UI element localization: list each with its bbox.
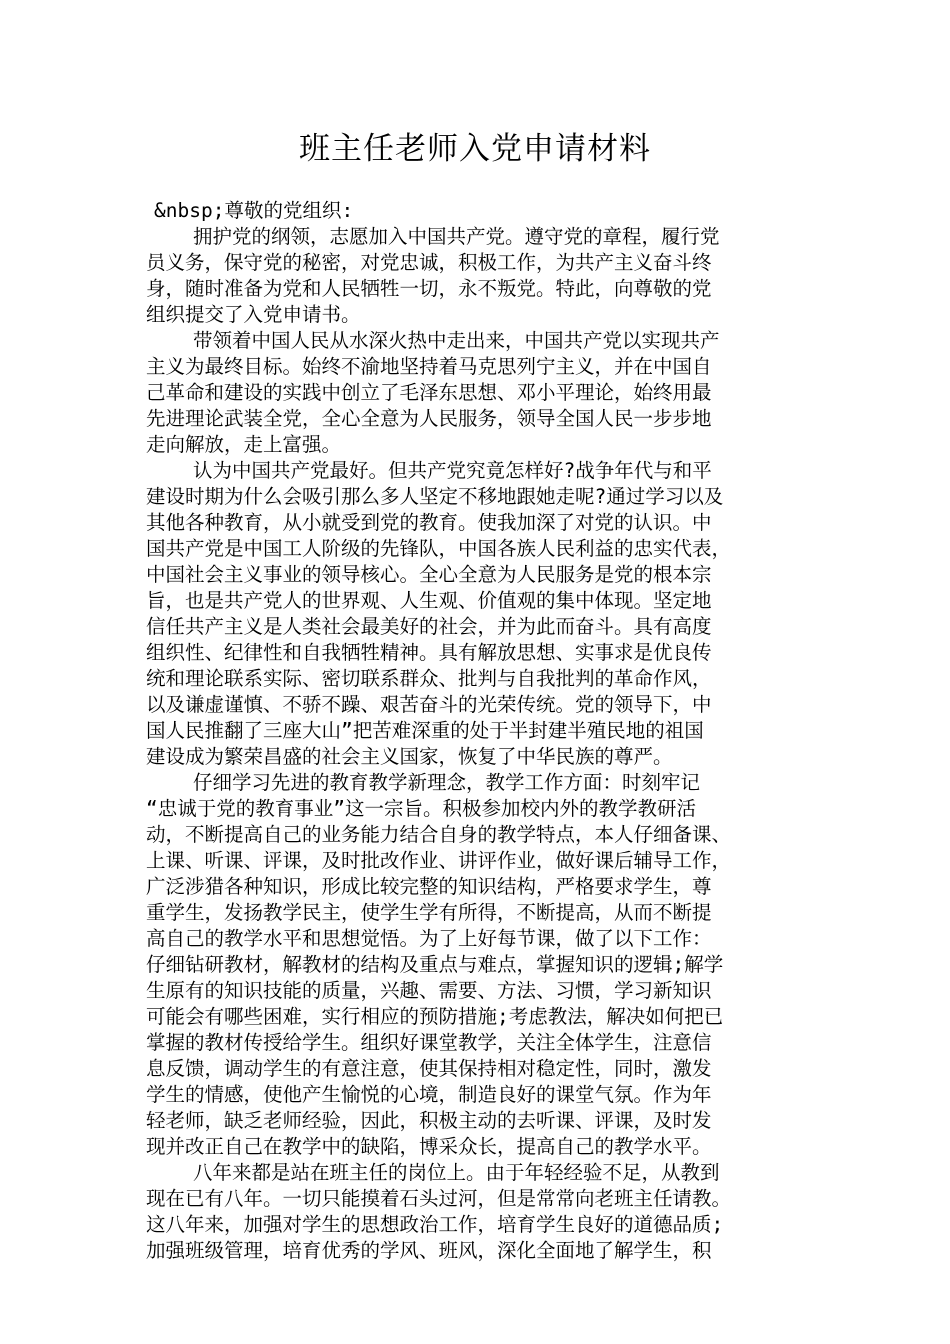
document-title: 班主任老师入党申请材料 bbox=[299, 131, 651, 167]
text-line: 拥护党的纲领，志愿加入中国共产党。遵守党的章程，履行党 bbox=[146, 225, 720, 248]
text-line: 仔细钻研教材，解教材的结构及重点与难点，掌握知识的逻辑;解学 bbox=[146, 953, 724, 976]
text-line: 息反馈，调动学生的有意注意，使其保持相对稳定性，同时，激发 bbox=[146, 1057, 712, 1080]
text-line: 仔细学习先进的教育教学新理念，教学工作方面：时刻牢记 bbox=[146, 771, 700, 794]
text-line: “忠诚于党的教育事业”这一宗旨。积极参加校内外的教学教研活 bbox=[146, 797, 696, 820]
text-line: 旨，也是共产党人的世界观、人生观、价值观的集中体现。坚定地 bbox=[146, 589, 712, 612]
text-line: 主义为最终目标。始终不渝地坚持着马克思列宁主义，并在中国自 bbox=[146, 355, 712, 378]
text-line: 以及谦虚谨慎、不骄不躁、艰苦奋斗的光荣传统。党的领导下，中 bbox=[146, 693, 712, 716]
paragraph-2 bbox=[146, 328, 806, 458]
text-line: 其他各种教育，从小就受到党的教育。使我加深了对党的认识。中 bbox=[146, 511, 712, 534]
text-line: 国人民推翻了三座大山”把苦难深重的处于半封建半殖民地的祖国 bbox=[146, 719, 704, 742]
text-line: 现在已有八年。一切只能摸着石头过河，但是常常向老班主任请教。 bbox=[146, 1187, 732, 1210]
text-line: 认为中国共产党最好。但共产党究竟怎样好?战争年代与和平 bbox=[146, 459, 712, 482]
text-line: 组织性、纪律性和自我牺牲精神。具有解放思想、实事求是优良传 bbox=[146, 641, 712, 664]
text-line: 上课、听课、评课，及时批改作业、讲评作业，做好课后辅导工作， bbox=[146, 849, 732, 872]
salutation: &nbsp;尊敬的党组织: bbox=[154, 199, 354, 222]
text-line: 加强班级管理，培育优秀的学风、班风，深化全面地了解学生，积 bbox=[146, 1239, 712, 1262]
text-line: 组织提交了入党申请书。 bbox=[146, 303, 361, 326]
text-line: 走向解放，走上富强。 bbox=[146, 433, 342, 456]
paragraph-5 bbox=[146, 1160, 806, 1264]
text-line: 建设成为繁荣昌盛的社会主义国家，恢复了中华民族的尊严。 bbox=[146, 745, 673, 768]
text-line: 动，不断提高自己的业务能力结合自身的教学特点，本人仔细备课、 bbox=[146, 823, 732, 846]
text-line: 八年来都是站在班主任的岗位上。由于年轻经验不足，从教到 bbox=[146, 1161, 720, 1184]
text-line: 学生的情感，使他产生愉悦的心境，制造良好的课堂气氛。作为年 bbox=[146, 1083, 712, 1106]
text-line: 员义务，保守党的秘密，对党忠诚，积极工作，为共产主义奋斗终 bbox=[146, 251, 712, 274]
text-line: 国共产党是中国工人阶级的先锋队，中国各族人民利益的忠实代表， bbox=[146, 537, 732, 560]
text-line: 生原有的知识技能的质量，兴趣、需要、方法、习惯，学习新知识 bbox=[146, 979, 712, 1002]
document-body bbox=[146, 198, 806, 1264]
text-line: 掌握的教材传授给学生。组织好课堂教学，关注全体学生，注意信 bbox=[146, 1031, 712, 1054]
text-line: 身，随时准备为党和人民牺牲一切，永不叛党。特此，向尊敬的党 bbox=[146, 277, 712, 300]
text-line: 先进理论武装全党，全心全意为人民服务，领导全国人民一步步地 bbox=[146, 407, 712, 430]
text-line: 现并改正自己在教学中的缺陷，博采众长，提高自己的教学水平。 bbox=[146, 1135, 712, 1158]
paragraph-1 bbox=[146, 224, 806, 328]
text-line: 中国社会主义事业的领导核心。全心全意为人民服务是党的根本宗 bbox=[146, 563, 712, 586]
text-line: 广泛涉猎各种知识，形成比较完整的知识结构，严格要求学生，尊 bbox=[146, 875, 712, 898]
text-line: 统和理论联系实际、密切联系群众、批判与自我批判的革命作风， bbox=[146, 667, 712, 690]
paragraph-4 bbox=[146, 770, 806, 1160]
paragraph-3 bbox=[146, 458, 806, 770]
text-line: 己革命和建设的实践中创立了毛泽东思想、邓小平理论，始终用最 bbox=[146, 381, 712, 404]
text-line: 这八年来，加强对学生的思想政治工作，培育学生良好的道德品质; bbox=[146, 1213, 724, 1236]
text-line: 轻老师，缺乏老师经验，因此，积极主动的去听课、评课，及时发 bbox=[146, 1109, 712, 1132]
text-line: 可能会有哪些困难，实行相应的预防措施;考虑教法，解决如何把已 bbox=[146, 1005, 724, 1028]
text-line: 带领着中国人民从水深火热中走出来，中国共产党以实现共产 bbox=[146, 329, 720, 352]
text-line: 重学生，发扬教学民主，使学生学有所得，不断提高，从而不断提 bbox=[146, 901, 712, 924]
text-line: 建设时期为什么会吸引那么多人坚定不移地跟她走呢?通过学习以及 bbox=[146, 485, 724, 508]
text-line: 信任共产主义是人类社会最美好的社会，并为此而奋斗。具有高度 bbox=[146, 615, 712, 638]
text-line: 高自己的教学水平和思想觉悟。为了上好每节课，做了以下工作： bbox=[146, 927, 712, 950]
